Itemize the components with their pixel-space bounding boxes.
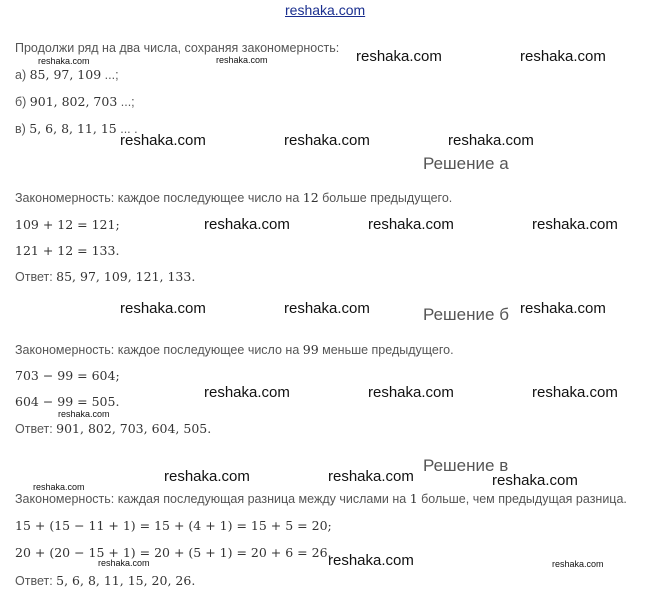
watermark: reshaka.com — [216, 55, 268, 65]
answer-value: 901, 802, 703, 604, 505. — [56, 421, 212, 436]
watermark: reshaka.com — [532, 216, 618, 233]
watermark: reshaka.com — [284, 300, 370, 317]
watermark: reshaka.com — [368, 384, 454, 401]
watermark: reshaka.com — [520, 48, 606, 65]
solution-a-rule — [15, 190, 452, 205]
watermark: reshaka.com — [328, 552, 414, 569]
watermark: reshaka.com — [120, 300, 206, 317]
solution-b-rule — [15, 342, 454, 357]
solution-b-heading: Решение б — [423, 305, 509, 324]
watermark: reshaka.com — [448, 132, 534, 149]
solution-c-answer — [15, 573, 195, 588]
watermark: reshaka.com — [120, 132, 206, 149]
rule-text: Закономерность: каждое последующее число на — [15, 191, 303, 205]
task-c-tail: ... . — [116, 122, 138, 136]
task-b — [15, 94, 135, 109]
rule-text: Закономерность: каждая последующая разница между числами на — [15, 492, 410, 506]
rule-text: Закономерность: каждое последующее число на — [15, 343, 303, 357]
watermark: reshaka.com — [356, 48, 442, 65]
rule-number: 99 — [302, 342, 319, 357]
solution-c-line-1: 15 + (15 − 11 + 1) = 15 + (4 + 1) = 15 + 5 = 20; — [15, 518, 332, 533]
task-a-tail: ...; — [101, 68, 119, 82]
solution-a-heading: Решение а — [423, 154, 509, 173]
solution-b-line-1: 703 − 99 = 604; — [15, 368, 120, 383]
task-a — [15, 67, 119, 82]
solution-b-line-2: 604 − 99 = 505. — [15, 394, 120, 409]
watermark: reshaka.com — [164, 468, 250, 485]
rule-text: меньше предыдущего. — [318, 343, 454, 357]
watermark: reshaka.com — [98, 558, 150, 568]
answer-label: Ответ: — [15, 574, 57, 588]
answer-value: 85, 97, 109, 121, 133. — [56, 269, 196, 284]
task-intro: Продолжи ряд на два числа, сохраняя закономерность: — [15, 41, 340, 55]
task-b-sequence: 901, 802, 703 — [29, 94, 118, 109]
answer-value: 5, 6, 8, 11, 15, 20, 26. — [56, 573, 196, 588]
answer-label: Ответ: — [15, 270, 57, 284]
rule-text: больше, чем предыдущая разница. — [417, 492, 627, 506]
watermark: reshaka.com — [552, 559, 604, 569]
task-a-sequence: 85, 97, 109 — [29, 67, 102, 82]
watermark: reshaka.com — [204, 216, 290, 233]
task-b-label: б) — [15, 95, 30, 109]
solution-a-answer — [15, 269, 195, 284]
watermark: reshaka.com — [368, 216, 454, 233]
answer-label: Ответ: — [15, 422, 57, 436]
solution-b-answer — [15, 421, 211, 436]
task-c-label: в) — [15, 122, 30, 136]
watermark: reshaka.com — [520, 300, 606, 317]
watermark: reshaka.com — [328, 468, 414, 485]
solution-a-line-1: 109 + 12 = 121; — [15, 217, 120, 232]
solution-a-line-2: 121 + 12 = 133. — [15, 243, 120, 258]
solution-c-rule — [15, 491, 627, 506]
watermark: reshaka.com — [58, 409, 110, 419]
site-link[interactable]: reshaka.com — [285, 2, 366, 18]
task-b-tail: ...; — [117, 95, 135, 109]
rule-number: 1 — [409, 491, 418, 506]
watermark: reshaka.com — [38, 56, 90, 66]
watermark: reshaka.com — [492, 472, 578, 489]
watermark: reshaka.com — [33, 482, 85, 492]
rule-number: 12 — [302, 190, 319, 205]
watermark: reshaka.com — [204, 384, 290, 401]
solution-c-line-2: 20 + (20 − 15 + 1) = 20 + (5 + 1) = 20 + 6 = 26. — [15, 545, 332, 560]
task-c-sequence: 5, 6, 8, 11, 15 — [29, 121, 117, 136]
solution-c-heading: Решение в — [423, 456, 509, 475]
watermark: reshaka.com — [532, 384, 618, 401]
watermark: reshaka.com — [284, 132, 370, 149]
task-a-label: а) — [15, 68, 30, 82]
rule-text: больше предыдущего. — [318, 191, 453, 205]
